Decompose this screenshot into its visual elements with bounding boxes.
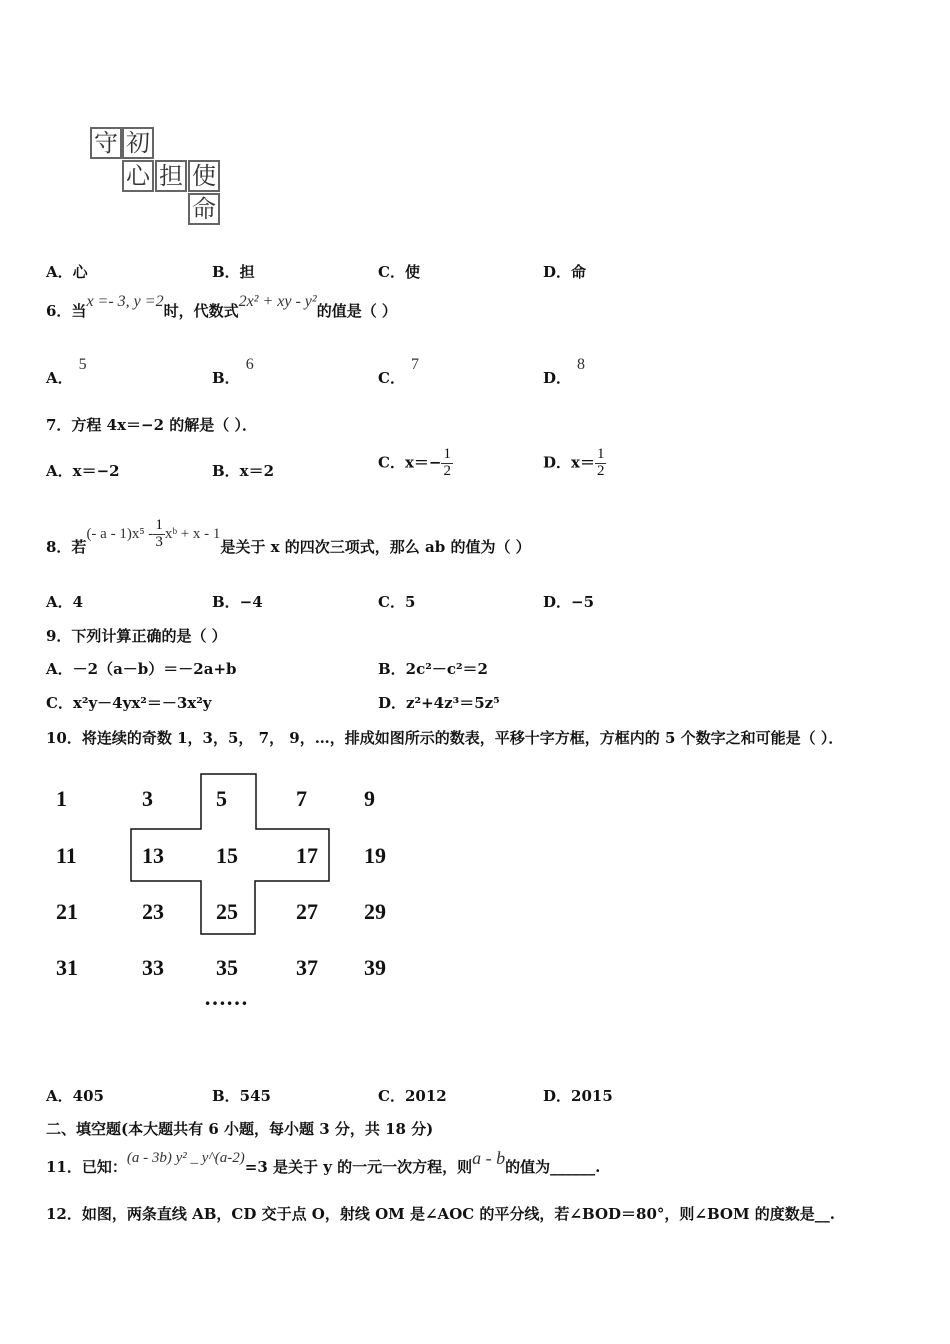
q8-option-a: A．4 xyxy=(46,593,84,611)
q6-num: 6．当 xyxy=(46,302,87,320)
q8-option-d: D．−5 xyxy=(543,593,595,611)
q7-option-c: C．x＝− $\frac{1}{2}$ xyxy=(378,446,451,479)
q6-condition: x =- 3, y =2 xyxy=(86,293,164,310)
q9-option-a: A．－2（a－b）＝－2a+b xyxy=(46,660,237,678)
table-cell: 3 xyxy=(142,786,153,811)
q6-option-d: D．8 xyxy=(543,356,586,387)
q8-option-c: C．5 xyxy=(378,593,416,611)
q5-option-c: C．使 xyxy=(378,263,420,281)
q7-option-d: D．x＝ $\frac{1}{2}$ xyxy=(543,446,605,479)
cube-cell: 命 xyxy=(188,193,220,225)
question-11: 11．已知：(a - 3b) y² _ y^(a-2)=3 是关于 y 的一元一次方程，则a - b的值为______. xyxy=(46,1148,601,1176)
table-cell: 23 xyxy=(142,899,164,924)
q6-mid: 时，代数式 xyxy=(163,302,239,320)
q6-option-a: A．5 xyxy=(46,356,87,387)
table-cell: 11 xyxy=(56,843,77,868)
q10-option-c: C．2012 xyxy=(378,1087,447,1105)
q10-option-d: D．2015 xyxy=(543,1087,613,1105)
table-ellipsis: …… xyxy=(204,985,248,1010)
question-10: 10．将连续的奇数 1，3，5， 7， 9，…，排成如图所示的数表，平移十字方框，方框内的 5 个数字之和可能是（ ）． xyxy=(46,729,844,747)
question-12: 12．如图，两条直线 AB，CD 交于点 O，射线 OM 是∠AOC 的平分线，若∠BOD＝80°，则∠BOM 的度数是__. xyxy=(46,1205,836,1223)
cube-cell: 使 xyxy=(188,160,220,192)
q9-option-c: C．x²y－4yx²＝－3x²y xyxy=(46,694,212,712)
q7-option-a: A．x＝−2 xyxy=(46,462,120,480)
q6-option-c: C．7 xyxy=(378,356,419,387)
q9-option-b: B．2c²－c²＝2 xyxy=(378,660,488,678)
cube-cell: 担 xyxy=(155,160,187,192)
table-cell: 21 xyxy=(56,899,78,924)
table-cell: 29 xyxy=(364,899,386,924)
table-cell: 17 xyxy=(296,843,318,868)
q7-option-b: B．x＝2 xyxy=(212,462,275,480)
table-cell: 13 xyxy=(142,843,164,868)
q9-option-d: D．z²+4z³＝5z⁵ xyxy=(378,694,500,712)
table-cell: 25 xyxy=(216,899,238,924)
table-cell: 7 xyxy=(296,786,307,811)
cube-cell: 初 xyxy=(122,127,154,159)
table-cell: 31 xyxy=(56,955,78,980)
section-2-heading: 二、填空题(本大题共有 6 小题，每小题 3 分，共 18 分) xyxy=(46,1120,434,1138)
table-cell: 5 xyxy=(216,786,227,811)
table-cell: 19 xyxy=(364,843,386,868)
table-cell: 9 xyxy=(364,786,375,811)
q5-option-b: B．担 xyxy=(212,263,255,281)
q10-option-a: A．405 xyxy=(46,1087,104,1105)
q6-option-b: B．6 xyxy=(212,356,254,387)
q10-option-b: B．545 xyxy=(212,1087,271,1105)
cube-cell: 心 xyxy=(122,160,154,192)
table-cell: 39 xyxy=(364,955,386,980)
q6-end: 的值是（ ） xyxy=(316,302,397,320)
q5-option-a: A．心 xyxy=(46,263,88,281)
question-9: 9．下列计算正确的是（ ） xyxy=(46,627,227,645)
q6-expression: 2x² + xy - y² xyxy=(238,293,317,310)
q5-option-d: D．命 xyxy=(543,263,587,281)
table-cell: 1 xyxy=(56,786,67,811)
table-cell: 33 xyxy=(142,955,164,980)
q8-option-b: B．−4 xyxy=(212,593,263,611)
table-cell: 37 xyxy=(296,955,318,980)
table-cell: 27 xyxy=(296,899,318,924)
table-cell: 15 xyxy=(216,843,238,868)
question-7: 7．方程 4x＝−2 的解是（ ）． xyxy=(46,416,257,434)
cube-cell: 守 xyxy=(90,127,122,159)
question-8: 8．若(- a - 1)x⁵ - $\frac{1}{3}$ xᵇ + x - 1是关于 x 的四次三项式，那么 ab 的值为（ ） xyxy=(46,517,531,557)
table-cell: 35 xyxy=(216,955,238,980)
